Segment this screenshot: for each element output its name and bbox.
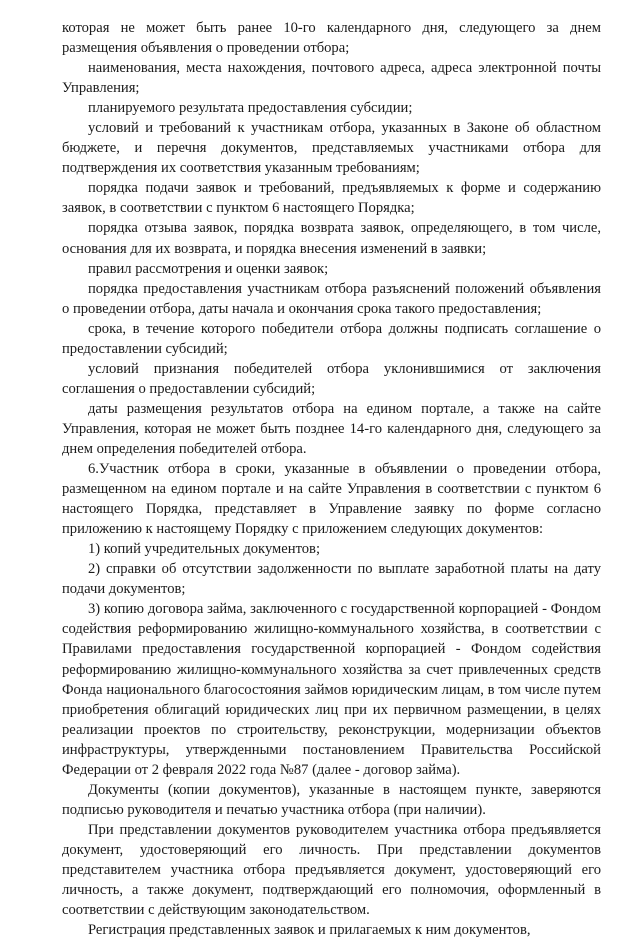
paragraph-withdrawal-procedure: порядка отзыва заявок, порядка возврата заявок, определяющего, в том числе, основания для их возврата, и порядка внесения изменений в заявки; — [62, 220, 601, 257]
list-item-1: 1) копий учредительных документов; — [88, 541, 320, 558]
paragraph-agreement-deadline: срока, в течение которого победители отбора должны подписать соглашение о предоставлении субсидий; — [62, 320, 601, 357]
paragraph-review-rules: правил рассмотрения и оценки заявок; — [88, 260, 329, 277]
paragraph-participant-requirements: условий и требований к участникам отбора, указанных в Законе об областном бюджете, и перечня документов, представляемых участниками отбора для подтверждения их соответствия указанным требованиям; — [62, 120, 601, 177]
paragraph-evasion-conditions: условий признания победителей отбора уклонившимися от заключения соглашения о предоставлении субсидий; — [62, 360, 601, 397]
paragraph-section-6: 6.Участник отбора в сроки, указанные в объявлении о проведении отбора, размещенном на едином портале и на сайте Управления в соответствии с пунктом 6 настоящего Порядка, представляет в Управление заявку по форме согласно приложению к настоящему Порядку с приложением следующих документов: — [62, 461, 601, 538]
document-page — [62, 18, 601, 940]
list-item-3: 3) копию договора займа, заключенного с государственной корпорацией - Фондом содействия реформированию жилищно-коммунального хозяйства, в соответствии с Правилами предоставления государственной корпорацией - Фондом содействия реформированию жилищно-коммунального хозяйства за счет привлеченных средств Фонда национального благосостояния займов юридическим лицам, в том числе путем приобретения облигаций юридических лиц при их первичном размещении, в целях реализации проектов по строительству, реконструкции, модернизации объектов инфраструктуры, утвержденными постановлением Правительства Российской Федерации от 2 февраля 2022 года №87 (далее - договор займа). — [62, 601, 601, 778]
paragraph-clarification-procedure: порядка предоставления участникам отбора разъяснений положений объявления о проведении отбора, даты начала и окончания срока такого предоставления; — [62, 280, 601, 317]
paragraph-planned-result: планируемого результата предоставления субсидии; — [88, 100, 413, 117]
paragraph-identity-documents: При представлении документов руководителем участника отбора предъявляется документ, удостоверяющий его личность. При представлении документов представителем участника отбора предъявляется документ, удостоверяющий его личность, а также документ, подтверждающий его полномочия, оформленный в соответствии с действующим законодательством. — [62, 821, 601, 919]
paragraph-results-publication: даты размещения результатов отбора на едином портале, а также на сайте Управления, которая не может быть позднее 14-го календарного дня, следующего за днем определения победителей отбора. — [62, 400, 601, 457]
paragraph-continuation: которая не может быть ранее 10-го календарного дня, следующего за днем размещения объявления о проведении отбора; — [62, 20, 601, 57]
paragraph-registration: Регистрация представленных заявок и прилагаемых к ним документов, — [88, 922, 531, 939]
paragraph-application-procedure: порядка подачи заявок и требований, предъявляемых к форме и содержанию заявок, в соответствии с пунктом 6 настоящего Порядка; — [62, 180, 601, 217]
paragraph-contact-details: наименования, места нахождения, почтового адреса, адреса электронной почты Управления; — [62, 60, 601, 97]
paragraph-certification: Документы (копии документов), указанные в настоящем пункте, заверяются подписью руководителя и печатью участника отбора (при наличии). — [62, 781, 601, 818]
list-item-2: 2) справки об отсутствии задолженности по выплате заработной платы на дату подачи документов; — [62, 561, 601, 598]
